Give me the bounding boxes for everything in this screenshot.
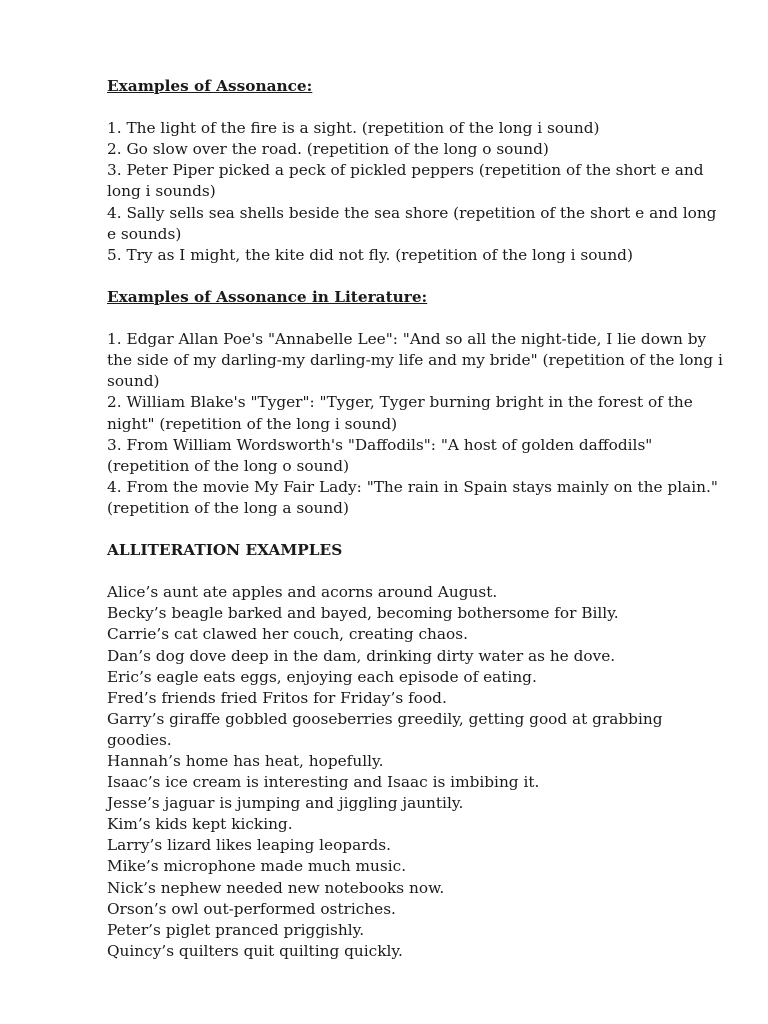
alliteration-item: Peter’s piglet pranced priggishly.: [107, 920, 365, 939]
alliteration-item: Fred’s friends fried Fritos for Friday’s food.: [107, 688, 447, 707]
assonance-item: 1. The light of the fire is a sight. (repetition of the long i sound): [107, 119, 600, 138]
spacer: [107, 97, 727, 118]
alliteration-item: Kim’s kids kept kicking.: [107, 815, 293, 834]
alliteration-item: Orson’s owl out-performed ostriches.: [107, 899, 396, 918]
alliteration-item: Hannah’s home has heat, hopefully.: [107, 752, 384, 770]
assonance-item: 2. Go slow over the road. (repetition of the long o sound): [107, 140, 549, 159]
assonance-item: 3. Peter Piper picked a peck of pickled peppers (repetition of the short e and long i sounds): [107, 161, 704, 201]
alliteration-item: Jesse’s jaguar is jumping and jiggling jauntily.: [107, 794, 464, 813]
literature-heading: Examples of Assonance in Literature:: [107, 287, 428, 306]
literature-list: [107, 329, 727, 519]
literature-item: 3. From William Wordsworth's "Daffodils": "A host of golden daffodils" (repetition of the long o sound): [107, 435, 653, 475]
alliteration-list: [107, 582, 727, 962]
alliteration-item: Larry’s lizard likes leaping leopards.: [107, 836, 392, 855]
spacer: [107, 561, 727, 582]
literature-item: 2. William Blake's "Tyger": "Tyger, Tyger burning bright in the forest of the night" (repetition of the long i sound): [107, 393, 693, 433]
assonance-heading: Examples of Assonance:: [107, 77, 313, 95]
alliteration-item: Mike’s microphone made much music.: [107, 857, 407, 876]
alliteration-item: Carrie’s cat clawed her couch, creating chaos.: [107, 625, 468, 644]
alliteration-item: Eric’s eagle eats eggs, enjoying each episode of eating.: [107, 667, 537, 686]
alliteration-item: Isaac’s ice cream is interesting and Isaac is imbibing it.: [107, 773, 540, 792]
spacer: [107, 266, 727, 287]
document-page: [107, 76, 727, 962]
assonance-list: [107, 118, 727, 266]
literature-item: 1. Edgar Allan Poe's "Annabelle Lee": "And so all the night-tide, I lie down by the side of my darling-my darling-my life and my bride" (repetition of the long i sound): [107, 330, 723, 391]
assonance-item: 5. Try as I might, the kite did not fly. (repetition of the long i sound): [107, 245, 633, 264]
literature-item: 4. From the movie My Fair Lady: "The rain in Spain stays mainly on the plain." (repetition of the long a sound): [107, 477, 718, 517]
alliteration-item: Quincy’s quilters quit quilting quickly.: [107, 941, 403, 960]
alliteration-item: Alice’s aunt ate apples and acorns around August.: [107, 583, 498, 602]
alliteration-item: Nick’s nephew needed new notebooks now.: [107, 878, 445, 897]
alliteration-item: Garry’s giraffe gobbled gooseberries greedily, getting good at grabbing goodies.: [107, 709, 663, 749]
alliteration-item: Becky’s beagle barked and bayed, becoming bothersome for Billy.: [107, 604, 619, 623]
spacer: [107, 519, 727, 540]
spacer: [107, 308, 727, 329]
assonance-item: 4. Sally sells sea shells beside the sea shore (repetition of the short e and long e sounds): [107, 203, 717, 243]
alliteration-item: Dan’s dog dove deep in the dam, drinking dirty water as he dove.: [107, 646, 616, 665]
alliteration-heading: ALLITERATION EXAMPLES: [107, 541, 343, 560]
